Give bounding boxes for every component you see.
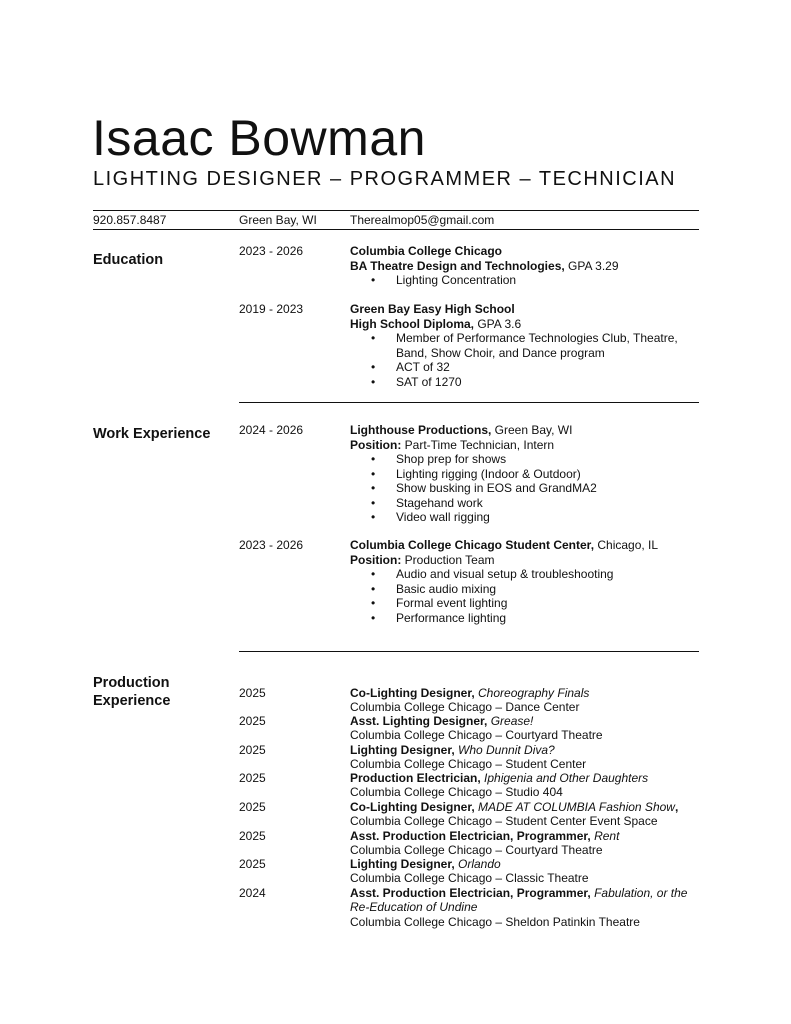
production-year: 2025 bbox=[239, 714, 266, 728]
production-venue: Columbia College Chicago – Student Center bbox=[350, 757, 587, 772]
production-venue: Columbia College Chicago – Courtyard Theatre bbox=[350, 843, 603, 858]
section-heading-production: Experience bbox=[93, 693, 171, 709]
production-venue: Columbia College Chicago – Classic Theatre bbox=[350, 871, 589, 886]
production-entry bbox=[350, 743, 586, 772]
divider bbox=[93, 210, 699, 211]
education-dates: 2023 - 2026 bbox=[239, 244, 304, 258]
production-role-suffix: , bbox=[674, 800, 679, 814]
gpa: GPA 3.29 bbox=[564, 258, 619, 273]
production-entry bbox=[350, 771, 648, 800]
school-name: Columbia College Chicago bbox=[350, 244, 503, 258]
production-entry bbox=[350, 800, 678, 829]
production-show: Orlando bbox=[454, 857, 501, 871]
list-item: • SAT of 1270 bbox=[350, 375, 678, 390]
list-item: • Show busking in EOS and GrandMA2 bbox=[350, 481, 597, 496]
position: Production Team bbox=[401, 552, 495, 567]
education-entry bbox=[350, 244, 619, 288]
production-show: MADE AT COLUMBIA Fashion Show bbox=[474, 800, 675, 814]
list-item: • Lighting rigging (Indoor & Outdoor) bbox=[350, 467, 597, 482]
production-year: 2025 bbox=[239, 743, 266, 757]
list-item: • Video wall rigging bbox=[350, 510, 597, 525]
production-show: Rent bbox=[590, 829, 620, 843]
production-entry bbox=[350, 857, 589, 886]
production-entry bbox=[350, 886, 687, 929]
company-location: Green Bay, WI bbox=[491, 423, 573, 437]
company-location: Chicago, IL bbox=[594, 538, 659, 552]
degree: BA Theatre Design and Technologies, bbox=[350, 258, 565, 273]
company: Columbia College Chicago Student Center, bbox=[350, 538, 595, 552]
production-year: 2025 bbox=[239, 800, 266, 814]
production-role: Lighting Designer, bbox=[350, 743, 455, 757]
list-item: • Stagehand work bbox=[350, 496, 597, 511]
company: Lighthouse Productions, bbox=[350, 423, 492, 437]
divider bbox=[93, 229, 699, 230]
school-name: Green Bay Easy High School bbox=[350, 302, 515, 316]
production-venue: Columbia College Chicago – Sheldon Patinkin Theatre bbox=[350, 914, 640, 929]
list-item: • Basic audio mixing bbox=[350, 582, 658, 597]
production-show: Grease! bbox=[487, 714, 534, 728]
production-year: 2025 bbox=[239, 857, 266, 871]
production-entry bbox=[350, 829, 619, 858]
production-show: Fabulation, or the bbox=[590, 886, 688, 900]
work-entry bbox=[350, 423, 597, 525]
section-heading-production: Production bbox=[93, 675, 170, 691]
resume-title: LIGHTING DESIGNER – PROGRAMMER – TECHNICIAN bbox=[93, 168, 677, 190]
production-year: 2025 bbox=[239, 771, 266, 785]
production-role: Production Electrician, bbox=[350, 771, 481, 785]
list-item: • Shop prep for shows bbox=[350, 452, 597, 467]
production-show: Iphigenia and Other Daughters bbox=[480, 771, 649, 785]
production-role: Co-Lighting Designer, bbox=[350, 686, 475, 700]
position: Part-Time Technician, Intern bbox=[401, 437, 555, 452]
position-label: Position: bbox=[350, 437, 402, 452]
production-show: Who Dunnit Diva? bbox=[454, 743, 555, 757]
list-item: • Member of Performance Technologies Club, Theatre, bbox=[350, 331, 678, 346]
production-venue: Columbia College Chicago – Dance Center bbox=[350, 700, 580, 715]
production-year: 2025 bbox=[239, 686, 266, 700]
production-year: 2024 bbox=[239, 886, 266, 900]
divider bbox=[239, 651, 699, 652]
production-entry bbox=[350, 714, 603, 743]
section-heading-work: Work Experience bbox=[93, 426, 211, 442]
contact-phone: 920.857.8487 bbox=[93, 213, 167, 227]
list-item-continuation: Band, Show Choir, and Dance program bbox=[396, 345, 605, 360]
production-role: Asst. Production Electrician, Programmer, bbox=[350, 829, 591, 843]
production-year: 2025 bbox=[239, 829, 266, 843]
production-venue: Columbia College Chicago – Studio 404 bbox=[350, 785, 563, 800]
list-item: • Performance lighting bbox=[350, 611, 658, 626]
work-dates: 2024 - 2026 bbox=[239, 423, 304, 437]
production-venue: Columbia College Chicago – Student Center Event Space bbox=[350, 814, 658, 829]
list-item: • ACT of 32 bbox=[350, 360, 678, 375]
divider bbox=[239, 402, 699, 403]
production-show: Choreography Finals bbox=[474, 686, 590, 700]
work-entry bbox=[350, 538, 658, 625]
production-role: Co-Lighting Designer, bbox=[350, 800, 475, 814]
contact-email: Therealmop05@gmail.com bbox=[350, 213, 495, 227]
resume-name: Isaac Bowman bbox=[92, 110, 426, 166]
production-role: Lighting Designer, bbox=[350, 857, 455, 871]
position-label: Position: bbox=[350, 552, 402, 567]
list-item: • Audio and visual setup & troubleshooting bbox=[350, 567, 658, 582]
work-dates: 2023 - 2026 bbox=[239, 538, 304, 552]
list-item: • Formal event lighting bbox=[350, 596, 658, 611]
production-role: Asst. Production Electrician, Programmer, bbox=[350, 886, 591, 900]
production-venue: Columbia College Chicago – Courtyard Theatre bbox=[350, 728, 603, 743]
education-dates: 2019 - 2023 bbox=[239, 302, 304, 316]
production-show-continuation: Re-Education of Undine bbox=[350, 900, 478, 915]
education-entry bbox=[350, 302, 678, 389]
section-heading-education: Education bbox=[93, 252, 164, 268]
production-entry bbox=[350, 686, 589, 715]
list-item: • Lighting Concentration bbox=[350, 273, 619, 288]
degree: High School Diploma, bbox=[350, 316, 475, 331]
contact-location: Green Bay, WI bbox=[239, 213, 317, 227]
production-role: Asst. Lighting Designer, bbox=[350, 714, 488, 728]
gpa: GPA 3.6 bbox=[474, 316, 522, 331]
